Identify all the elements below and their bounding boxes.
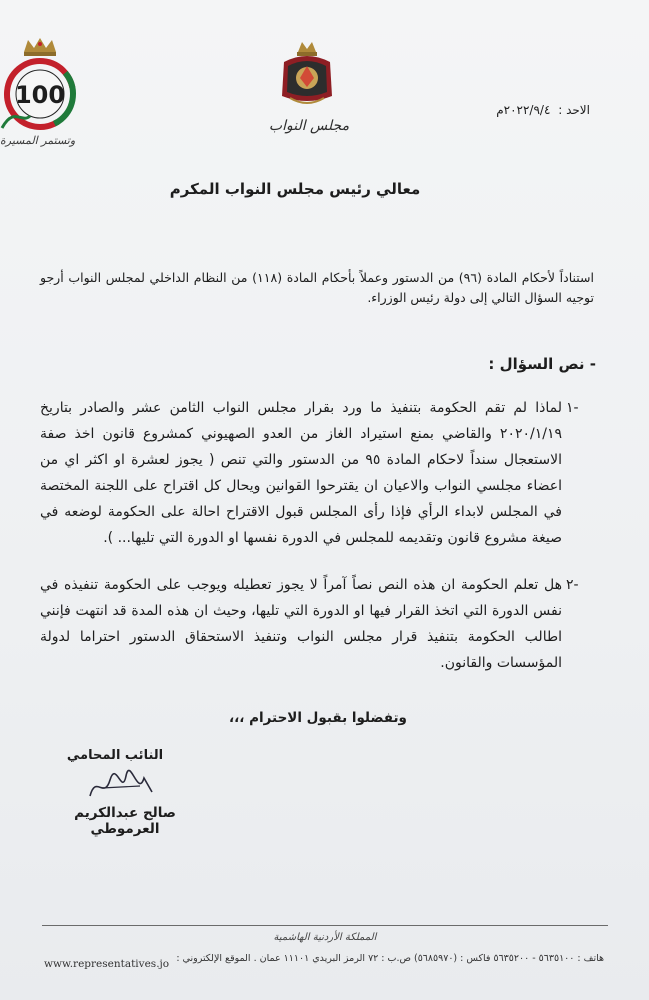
centenary-crown-icon: [24, 38, 56, 56]
question-2-text: هل تعلم الحكومة ان هذه النص نصاً آمراً لا يجوز تعطيله ويوجب على الحكومة تنفيذه في نفس الدورة التي اتخذ القرار فيها او الدورة التي تليها، وحيث ان هذه المدة قد انتهت فإنني اطالب الحكومة بتنفيذ قرار مجلس النواب وتنفيذ الاستحقاق الدستور احتراما لدولة المؤسسات والقانون.: [40, 577, 562, 671]
centenary-number: 100: [14, 81, 66, 109]
closing-line: وتفضلوا بقبول الاحترام ،،،: [229, 710, 407, 726]
footer-contact: هاتف : ٥٦٣٥١٠٠ - ٥٦٣٥٢٠٠ فاكس : (٥٦٨٥٩٧٠) ص.ب : ٧٢ الرمز البريدي ١١١٠١ عمان . الموقع الإلكتروني :: [176, 953, 604, 964]
footer-divider: [42, 925, 608, 926]
intro-paragraph: استناداً لأحكام المادة (٩٦) من الدستور وعملاً بأحكام المادة (١١٨) من النظام الداخلي لمجلس النواب أرجو توجيه السؤال التالي إلى دولة رئيس الوزراء.: [40, 270, 594, 305]
date-label: الاحد :: [558, 103, 590, 117]
centenary-tagline: وتستمر المسيرة: [0, 134, 76, 147]
footer-website: www.representatives.jo: [44, 958, 170, 970]
question-1-number: ١-: [566, 400, 579, 416]
handwritten-signature-icon: [82, 766, 162, 806]
date-value: ٢٠٢٢/٩/٤م: [496, 103, 551, 117]
question-1-text: لماذا لم تقم الحكومة بتنفيذ ما ورد بقرار مجلس النواب الثامن عشر والصادر بتاريخ ٢٠٢٠/١/١٩ والقاضي بمنع استيراد الغاز من العدو الصهيوني كمشروع قانون اخذ صفة الاستعجال سنداً لاحكام المادة ٩٥ من الدستور والتي تنص ( يجوز لعشرة او اكثر اي من اعضاء مجلسي النواب والاعيان ان يقترحوا القوانين ويحال كل اقتراح على اللجنة المختصة في المجلس لابداء الرأي فإذا رأى المجلس قبول الاقتراح احالة على الحكومة لوضعه في صيغة مشروع قانون وتقديمه للمجلس في الدورة نفسها او الدورة التي تليها... ).: [40, 400, 562, 546]
footer-institution: المملكة الأردنية الهاشمية: [273, 932, 377, 943]
letter-date: [440, 103, 590, 117]
parliament-signature: مجلس النواب: [268, 118, 350, 134]
centenary-100-logo-icon: [0, 36, 80, 136]
addressee: معالي رئيس مجلس النواب المكرم: [169, 180, 421, 198]
signer-title: النائب المحامي: [66, 748, 164, 763]
question-heading: - نص السؤال :: [488, 355, 596, 373]
question-2-number: ٢-: [566, 577, 579, 593]
jordan-coat-of-arms-icon: [278, 40, 336, 110]
signer-name: صالح عبدالكريم العرموطي: [74, 805, 176, 837]
